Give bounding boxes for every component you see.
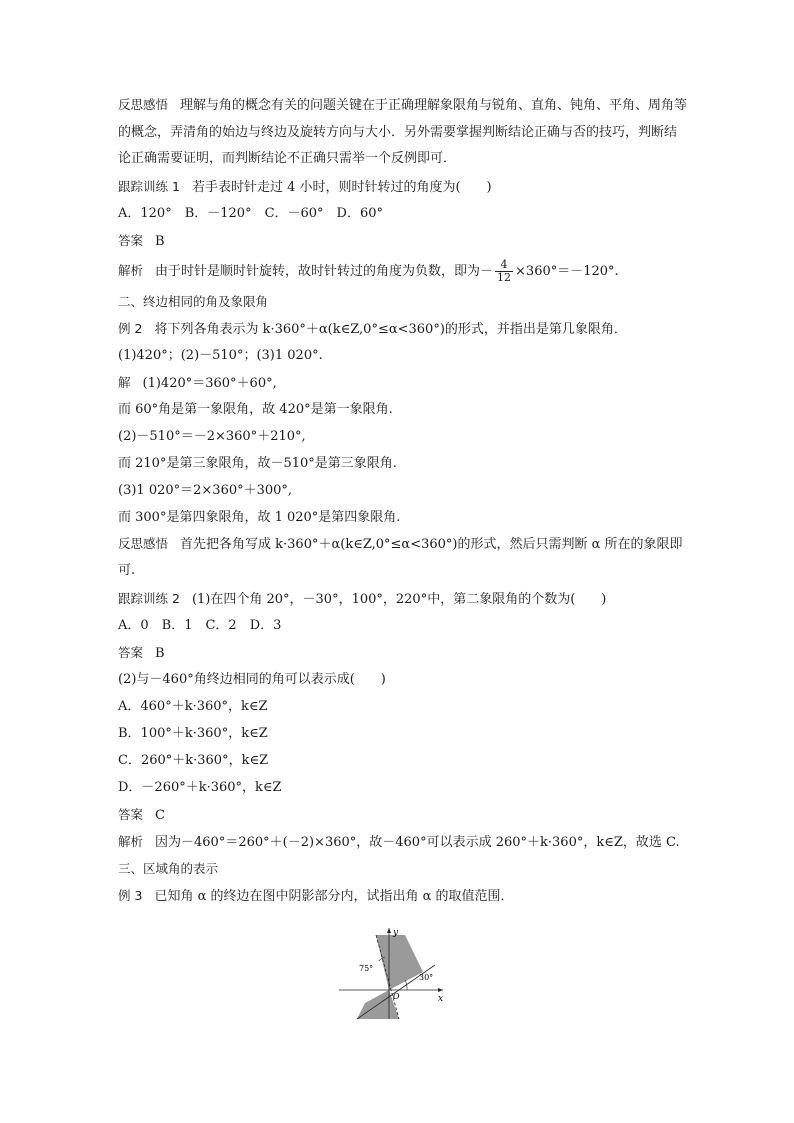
answer-value-3: C bbox=[155, 807, 165, 823]
answer-label-2: 答案 bbox=[118, 644, 144, 660]
analysis-text-2: 因为－460°＝260°＋(－2)×360°，故－460°可以表示成 260°＋k·360°，k∈Z，故选 C. bbox=[155, 834, 680, 850]
angle-label-30: 30° bbox=[419, 973, 434, 982]
section-2-heading: 二、终边相同的角及象限角 bbox=[118, 293, 269, 309]
option-d: D．－260°＋k·360°，k∈Z bbox=[118, 779, 282, 795]
exercise-2-q1-text: (1)在四个角 20°，－30°，100°，220°中，第二象限角的个数为( ) bbox=[191, 591, 607, 607]
exercise-1-text: 若手表时针走过 4 小时，则时针转过的角度为( ) bbox=[191, 179, 492, 195]
reflection-label-2: 反思感悟 bbox=[118, 535, 169, 551]
fraction bbox=[495, 259, 513, 284]
exercise-2-question-2: (2)与－460°角终边相同的角可以表示成( ) bbox=[118, 671, 386, 687]
y-axis-label: y bbox=[393, 928, 399, 938]
exercise-2-q1-options: A．0 B．1 C．2 D．3 bbox=[118, 617, 282, 633]
option-b: B．100°＋k·360°，k∈Z bbox=[118, 725, 268, 741]
answer-label-3: 答案 bbox=[118, 806, 144, 822]
exercise-1-analysis bbox=[118, 254, 688, 288]
section-3-heading: 三、区域角的表示 bbox=[118, 860, 219, 876]
exercise-2-analysis bbox=[118, 828, 688, 855]
example-2-question bbox=[118, 315, 688, 342]
reflection-text: 理解与角的概念有关的问题关键在于正确理解象限角与锐角、直角、钝角、平角、周角等的概念，弄清角的始边与终边及旋转方向与大小．另外需要掌握判断结论正确与否的技巧，判断结论正确需要证明，而判断结论不正确只需举一个反例即可． bbox=[118, 98, 688, 166]
reflection-paragraph-2 bbox=[118, 531, 688, 585]
x-axis-label: x bbox=[438, 994, 444, 1004]
angle-region-figure bbox=[337, 925, 447, 1020]
solution-text: (1)420°＝360°＋60°, bbox=[142, 375, 277, 391]
exercise-1-answer bbox=[118, 227, 688, 254]
solution-label: 解 bbox=[118, 374, 131, 390]
fraction-denominator: 12 bbox=[497, 270, 512, 284]
example-3-label: 例 3 bbox=[118, 887, 143, 903]
exercise-2-label: 跟踪训练 2 bbox=[118, 590, 180, 606]
example-2-items: (1)420°；(2)－510°；(3)1 020°. bbox=[118, 347, 323, 363]
solution-line-1 bbox=[118, 369, 688, 396]
exercise-2-answer-2 bbox=[118, 801, 688, 828]
solution-line-3: (2)－510°＝－2×360°＋210°, bbox=[118, 428, 306, 444]
answer-value-2: B bbox=[155, 645, 165, 661]
reflection-text-2: 首先把各角写成 k·360°＋α(k∈Z,0°≤α<360°)的形式，然后只需判断 α 所在的象限即可. bbox=[118, 536, 683, 578]
exercise-1-options: A．120° B．－120° C．－60° D．60° bbox=[118, 205, 384, 221]
analysis-tail: ×360°＝－120°. bbox=[515, 263, 619, 279]
example-2-text: 将下列各角表示为 k·360°＋α(k∈Z,0°≤α<360°)的形式，并指出是第几象限角． bbox=[154, 321, 627, 337]
reflection-label: 反思感悟 bbox=[118, 97, 169, 112]
answer-value: B bbox=[155, 233, 165, 249]
x-axis-arrow bbox=[438, 988, 443, 992]
analysis-label-2: 解析 bbox=[118, 833, 144, 849]
solution-line-4: 而 210°是第三象限角，故－510°是第三象限角. bbox=[118, 455, 397, 471]
solution-line-5: (3)1 020°＝2×360°＋300°, bbox=[118, 482, 293, 498]
option-c: C．260°＋k·360°，k∈Z bbox=[118, 752, 269, 768]
fraction-numerator: 4 bbox=[495, 259, 513, 272]
document-body bbox=[118, 92, 688, 909]
exercise-2-answer-1 bbox=[118, 639, 688, 666]
option-a: A．460°＋k·360°，k∈Z bbox=[118, 698, 268, 714]
example-2-label: 例 2 bbox=[118, 320, 143, 336]
example-3-question bbox=[118, 882, 688, 909]
exercise-2-question-1 bbox=[118, 585, 688, 612]
angle-label-75: 75° bbox=[359, 964, 374, 973]
analysis-text: 由于时针是顺时针旋转，故时针转过的角度为负数，即为－ bbox=[155, 263, 494, 279]
exercise-1-label: 跟踪训练 1 bbox=[118, 178, 180, 194]
y-axis-arrow bbox=[387, 928, 391, 933]
solution-line-6: 而 300°是第四象限角，故 1 020°是第四象限角. bbox=[118, 509, 401, 525]
solution-line-2: 而 60°角是第一象限角，故 420°是第一象限角. bbox=[118, 401, 393, 417]
reflection-paragraph-1 bbox=[118, 92, 688, 173]
analysis-label: 解析 bbox=[118, 262, 144, 278]
origin-label: O bbox=[393, 992, 400, 1001]
answer-label: 答案 bbox=[118, 232, 144, 248]
exercise-1-question bbox=[118, 173, 688, 200]
example-3-text: 已知角 α 的终边在图中阴影部分内，试指出角 α 的取值范围． bbox=[154, 888, 514, 904]
shaded-region-upper bbox=[376, 935, 423, 990]
